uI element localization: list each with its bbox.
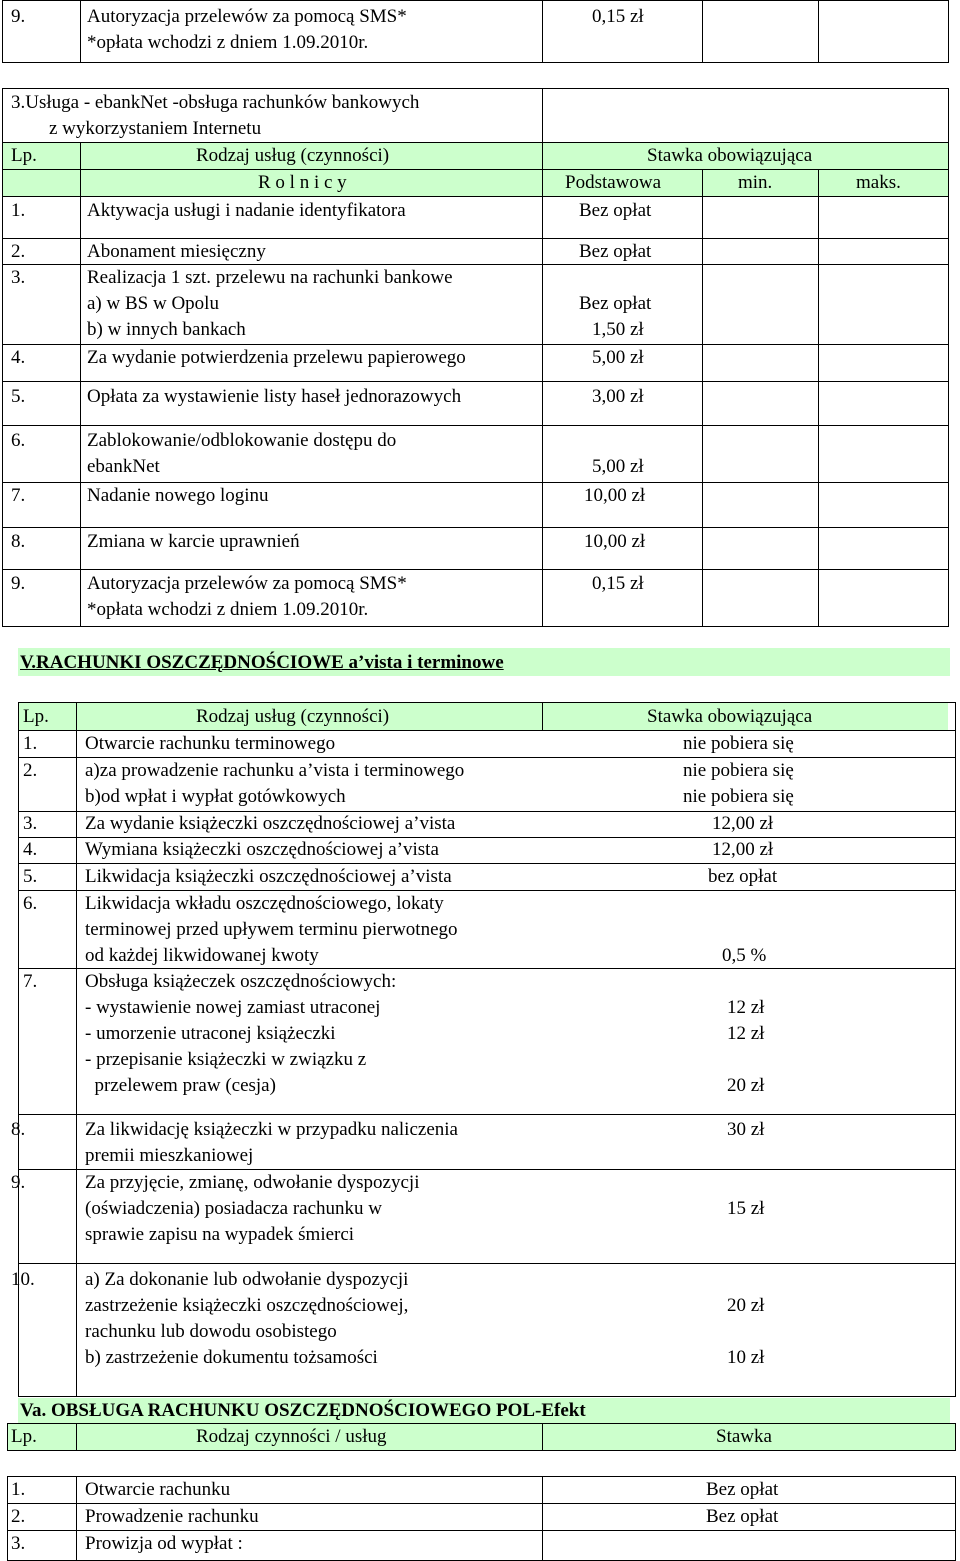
row-text: - przepisanie książeczki w związku z	[85, 1049, 367, 1070]
row-number: 2.	[11, 241, 26, 262]
top-row-divider	[542, 0, 543, 63]
row-text: Za przyjęcie, zmianę, odwołanie dyspozycji	[85, 1172, 420, 1193]
row-value: 0,5 %	[722, 945, 767, 966]
row-text: Zmiana w karcie uprawnień	[87, 531, 300, 552]
section5a-col-line	[76, 1423, 77, 1451]
row-value: 20 zł	[727, 1295, 765, 1316]
row-text: Prowadzenie rachunku	[85, 1506, 259, 1527]
row-subtext: a) w BS w Opolu	[87, 293, 219, 314]
row-value: nie pobiera się	[683, 760, 794, 781]
row-value: 12,00 zł	[712, 839, 774, 860]
column-header-kind: Rodzaj usług (czynności)	[196, 145, 390, 166]
ebank-row-line	[2, 425, 949, 426]
row-text: Aktywacja usługi i nadanie identyfikatora	[87, 200, 406, 221]
row-value: 0,15 zł	[592, 573, 644, 594]
ebank-col-line	[80, 142, 81, 627]
row-value: Bez opłat	[579, 293, 652, 314]
row-value: 5,00 zł	[592, 456, 644, 477]
row-number: 1.	[23, 733, 38, 754]
row-text: ebankNet	[87, 456, 160, 477]
row-subtext: b) w innych bankach	[87, 319, 246, 340]
column-header-lp: Lp.	[23, 706, 49, 727]
column-header-lp: Lp.	[11, 145, 37, 166]
row-number: 5.	[11, 386, 26, 407]
row-text: (oświadczenia) posiadacza rachunku w	[85, 1198, 382, 1219]
top-row-divider	[818, 0, 819, 63]
row-text: sprawie zapisu na wypadek śmierci	[85, 1224, 355, 1245]
row-value: 12,00 zł	[712, 813, 774, 834]
row-text: Otwarcie rachunku	[85, 1479, 231, 1500]
ebank-col-line	[702, 169, 703, 627]
row-value: 12 zł	[727, 997, 765, 1018]
column-header-max: maks.	[856, 172, 901, 193]
row-text: rachunku lub dowodu osobistego	[85, 1321, 337, 1342]
row-text: Autoryzacja przelewów za pomocą SMS*	[87, 6, 407, 27]
column-header-rate: Stawka	[716, 1426, 772, 1447]
row-value: Bez opłat	[579, 241, 652, 262]
row-text: Obsługa książeczek oszczędnościowych:	[85, 971, 397, 992]
row-number: 7.	[11, 485, 26, 506]
row-number: 1.	[11, 1479, 26, 1500]
row-number: 7.	[23, 971, 38, 992]
row-text: Za wydanie książeczki oszczędnościowej a’vista	[85, 813, 456, 834]
row-number: 6.	[23, 893, 38, 914]
row-text: Likwidacja wkładu oszczędnościowego, lokaty	[85, 893, 444, 914]
row-value: bez opłat	[708, 866, 778, 887]
row-text: b)od wpłat i wypłat gotówkowych	[85, 786, 346, 807]
section5a-col-line	[542, 1423, 543, 1451]
row-text: a)za prowadzenie rachunku a’vista i terminowego	[85, 760, 465, 781]
row-number: 4.	[23, 839, 38, 860]
row-text: Nadanie nowego loginu	[87, 485, 269, 506]
row-value: 12 zł	[727, 1023, 765, 1044]
row-value: nie pobiera się	[683, 733, 794, 754]
ebank-row-line	[2, 169, 949, 170]
row-value: 5,00 zł	[592, 347, 644, 368]
ebank-col-line	[542, 88, 543, 627]
section5a-col-line	[76, 1476, 77, 1561]
section-title: 3.Usługa - ebankNet -obsługa rachunków bankowych	[11, 92, 420, 113]
row-number: 9.	[11, 1172, 26, 1193]
section5-col-line	[76, 702, 77, 1397]
row-number: 4.	[11, 347, 26, 368]
row-text: Za wydanie potwierdzenia przelewu papierowego	[87, 347, 466, 368]
row-text: - umorzenie utraconej książeczki	[85, 1023, 336, 1044]
row-text: Realizacja 1 szt. przelewu na rachunki bankowe	[87, 267, 453, 288]
row-text: przelewem praw (cesja)	[85, 1075, 276, 1096]
row-number: 10.	[11, 1269, 35, 1290]
top-row-divider	[80, 0, 81, 63]
row-text: - wystawienie nowej zamiast utraconej	[85, 997, 381, 1018]
ebank-col-line	[818, 169, 819, 627]
row-text: Autoryzacja przelewów za pomocą SMS*	[87, 573, 407, 594]
ebank-row-line	[2, 196, 949, 197]
column-header-rate: Stawka obowiązująca	[647, 706, 813, 727]
row-value: Bez opłat	[579, 200, 652, 221]
section-title: V.RACHUNKI OSZCZĘDNOŚCIOWE a’vista i terminowe	[20, 652, 504, 673]
row-number: 3.	[11, 267, 26, 288]
row-value: 10,00 zł	[584, 485, 646, 506]
row-text: Za likwidację książeczki w przypadku naliczenia	[85, 1119, 458, 1140]
row-text: Otwarcie rachunku terminowego	[85, 733, 336, 754]
row-value: 20 zł	[727, 1075, 765, 1096]
row-text: terminowej przed upływem terminu pierwotnego	[85, 919, 458, 940]
row-number: 1.	[11, 200, 26, 221]
row-text: *opłata wchodzi z dniem 1.09.2010r.	[87, 599, 369, 620]
row-text: premii mieszkaniowej	[85, 1145, 254, 1166]
row-text: Opłata za wystawienie listy haseł jednorazowych	[87, 386, 462, 407]
section-title: z wykorzystaniem Internetu	[49, 118, 262, 139]
ebank-row-line	[2, 381, 949, 382]
row-text: Likwidacja książeczki oszczędnościowej a’vista	[85, 866, 452, 887]
row-number: 9.	[11, 6, 26, 27]
row-value: 3,00 zł	[592, 386, 644, 407]
row-value: 1,50 zł	[592, 319, 644, 340]
ebank-row-line	[2, 527, 949, 528]
row-value: Bez opłat	[706, 1506, 779, 1527]
row-number: 6.	[11, 430, 26, 451]
row-text: od każdej likwidowanej kwoty	[85, 945, 319, 966]
row-number: 2.	[23, 760, 38, 781]
column-header-lp: Lp.	[11, 1426, 37, 1447]
column-header-kind: Rodzaj czynności / usług	[196, 1426, 387, 1447]
row-number: 3.	[23, 813, 38, 834]
section5-row-line	[18, 1263, 956, 1264]
row-number: 9.	[11, 573, 26, 594]
row-value: 15 zł	[727, 1198, 765, 1219]
row-number: 8.	[11, 1119, 26, 1140]
ebank-row-line	[2, 569, 949, 570]
row-text: zastrzeżenie książeczki oszczędnościowej,	[85, 1295, 409, 1316]
column-header-rate: Stawka obowiązująca	[647, 145, 813, 166]
group-header: R o l n i c y	[258, 172, 347, 193]
row-text: Abonament miesięczny	[87, 241, 266, 262]
section5-row-line	[18, 1114, 956, 1115]
row-value: 30 zł	[727, 1119, 765, 1140]
row-text: a) Za dokonanie lub odwołanie dyspozycji	[85, 1269, 409, 1290]
row-value: 10,00 zł	[584, 531, 646, 552]
row-value: 10 zł	[727, 1347, 765, 1368]
section5a-col-line	[542, 1476, 543, 1561]
row-text: Prowizja od wypłat :	[85, 1533, 243, 1554]
row-number: 8.	[11, 531, 26, 552]
row-value: Bez opłat	[706, 1479, 779, 1500]
column-header-base: Podstawowa	[565, 172, 662, 193]
row-text: Zablokowanie/odblokowanie dostępu do	[87, 430, 397, 451]
column-header-min: min.	[738, 172, 773, 193]
column-header-kind: Rodzaj usług (czynności)	[196, 706, 390, 727]
top-row-divider	[702, 0, 703, 63]
row-number: 3.	[11, 1533, 26, 1554]
section5-col-line	[542, 702, 543, 730]
row-value: 0,15 zł	[592, 6, 644, 27]
row-number: 2.	[11, 1506, 26, 1527]
row-value: nie pobiera się	[683, 786, 794, 807]
section5a-header	[7, 1423, 956, 1451]
section-title: Va. OBSŁUGA RACHUNKU OSZCZĘDNOŚCIOWEGO POL-Efekt	[20, 1400, 586, 1421]
row-number: 5.	[23, 866, 38, 887]
row-text: *opłata wchodzi z dniem 1.09.2010r.	[87, 32, 369, 53]
row-text: Wymiana książeczki oszczędnościowej a’vista	[85, 839, 439, 860]
row-text: b) zastrzeżenie dokumentu tożsamości	[85, 1347, 378, 1368]
